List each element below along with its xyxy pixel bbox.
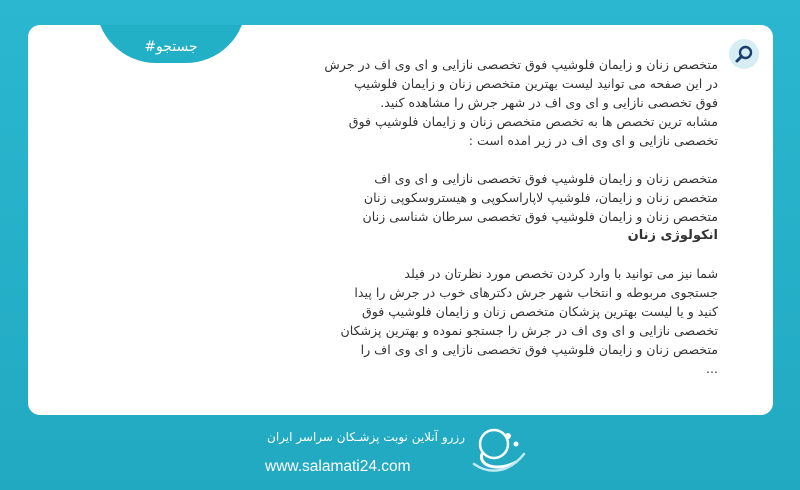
tail-line: تخصصی نازایی و ای وی اف در جرش را جستجو نموده و بهترین پزشکان [340, 323, 718, 338]
footer-url[interactable]: www.salamati24.com [265, 458, 411, 475]
content-card [28, 25, 773, 415]
search-tag-label: #جستجو [144, 39, 198, 55]
tail-line: شما نیز می توانید با وارد کردن تخصص مورد نظرتان در فیلد [404, 266, 718, 281]
search-icon [734, 44, 754, 64]
search-button[interactable] [729, 39, 759, 69]
ellipsis: ... [705, 361, 718, 376]
footer-slogan: رزرو آنلاین نوبت پزشـکان سراسر ایران [267, 430, 465, 444]
related-specialty-link[interactable]: متخصص زنان و زایمان، فلوشیپ لاپاراسکوپی و هیستروسکوپی زنان [363, 190, 718, 205]
tail-line: متخصص زنان و زایمان فلوشیپ فوق تخصصی نازایی و ای وی اف را [360, 342, 718, 357]
related-specialty-link[interactable]: متخصص زنان و زایمان فلوشیپ فوق تخصصی سرطان شناسی زنان [362, 209, 718, 224]
intro-line: فوق تخصصی نازایی و ای وی اف در شهر جرش را مشاهده کنید. [380, 95, 718, 110]
tail-line: کنید و یا لیست بهترین پزشکان متخصص زنان و زایمان فلوشیپ فوق [361, 304, 718, 319]
search-tag-tab[interactable] [96, 25, 246, 63]
description-text [298, 55, 718, 378]
intro-line: متخصص زنان و زایمان فلوشیپ فوق تخصصی نازایی و ای وی اف در جرش [324, 57, 718, 72]
tail-line: جستجوی مربوطه و انتخاب شهر جرش دکترهای خوب در جرش را پیدا [354, 285, 718, 300]
intro-line: تخصصی نازایی و ای وی اف در زیر امده است : [468, 133, 718, 148]
intro-line: در این صفحه می توانید لیست بهترین متخصص زنان و زایمان فلوشیپ [354, 76, 718, 91]
related-specialty-link[interactable]: متخصص زنان و زایمان فلوشیپ فوق تخصصی نازایی و ای وی اف [374, 171, 718, 186]
salamati-logo[interactable] [468, 424, 528, 479]
related-specialty-link[interactable]: انکولوژی زنان [627, 228, 718, 243]
intro-line: مشابه ترین تخصص ها به تخصص متخصص زنان و زایمان فلوشیپ فوق [348, 114, 718, 129]
